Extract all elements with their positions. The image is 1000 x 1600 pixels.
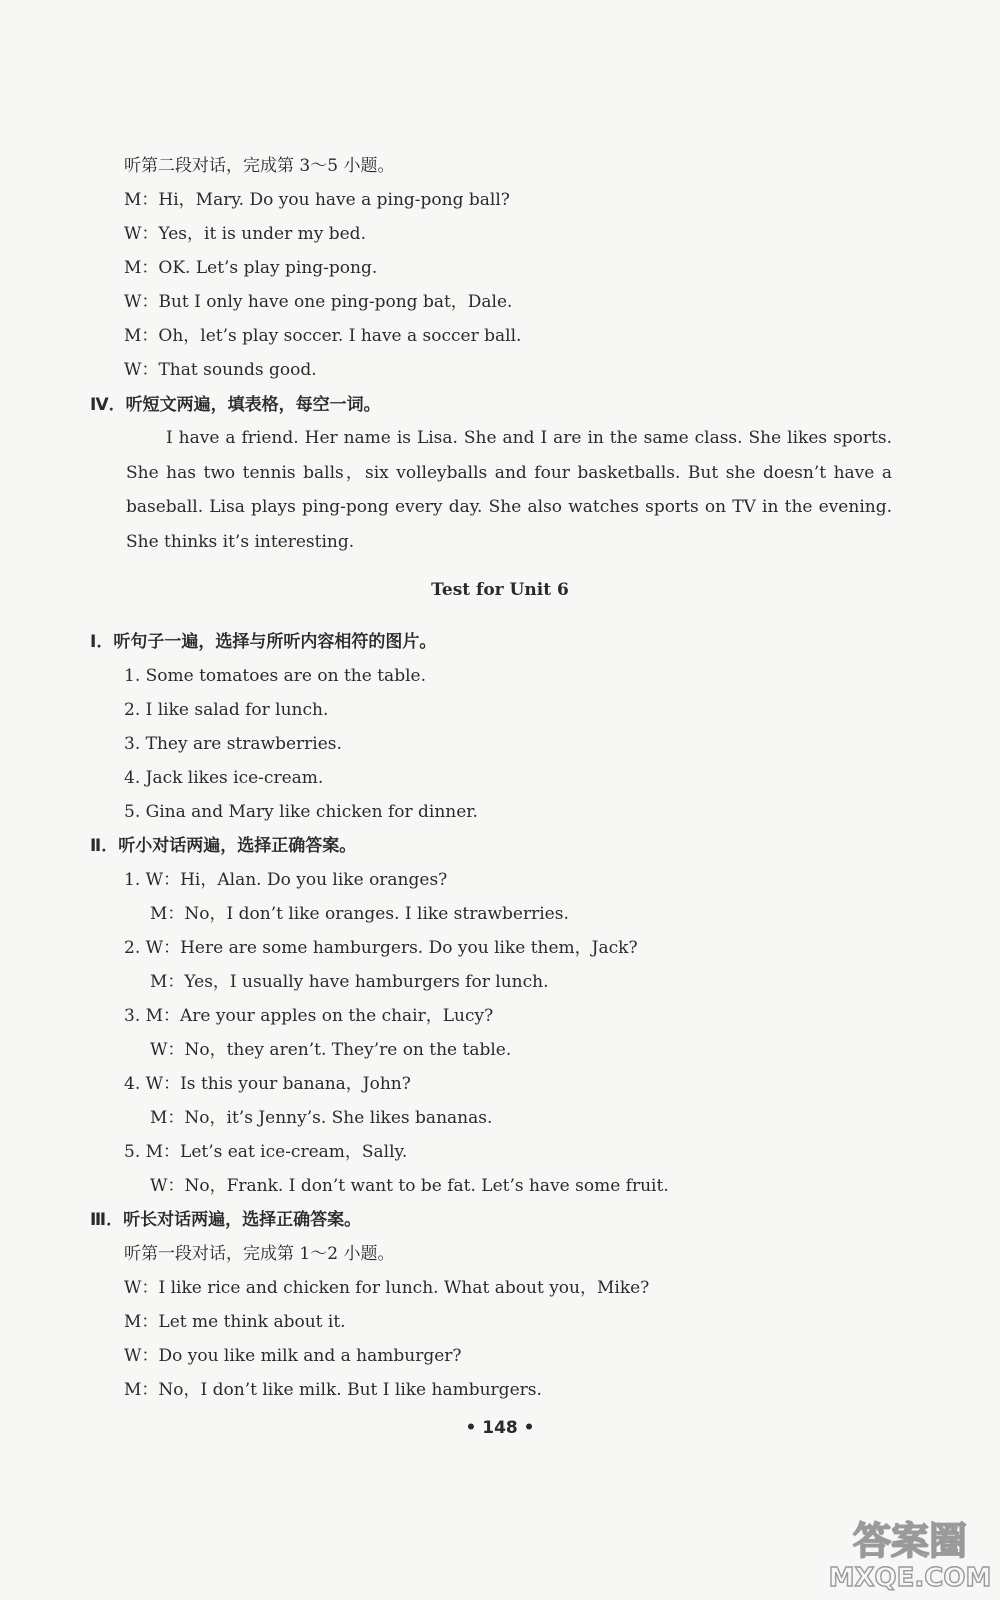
- answer-line: M：No，I don’t like oranges. I like strawberries.: [150, 904, 569, 924]
- watermark-logo: [830, 1510, 990, 1592]
- list-item: 4. Jack likes ice-cream.: [124, 768, 324, 788]
- dialogue-line: W：That sounds good.: [124, 360, 317, 380]
- list-item: 3. They are strawberries.: [124, 734, 342, 754]
- dialogue-line: W：I like rice and chicken for lunch. What about you，Mike?: [124, 1278, 650, 1298]
- question-line: 5. M：Let’s eat ice-cream，Sally.: [124, 1142, 408, 1162]
- section-iv-heading: Ⅳ．听短文两遍，填表格，每空一词。: [90, 395, 381, 415]
- section-iv-passage: I have a friend. Her name is Lisa. She and I are in the same class. She likes sports. She has two tennis balls，six volleyballs and four basketballs. But she doesn’t have a baseball. Lisa plays ping-pong every day. She also watches sports on TV in the evening. She thinks it’s interesting.: [126, 428, 892, 552]
- question-line: 4. W：Is this your banana，John?: [124, 1074, 411, 1094]
- dialogue-line: M：No，I don’t like milk. But I like hamburgers.: [124, 1380, 542, 1400]
- list-item: 5. Gina and Mary like chicken for dinner.: [124, 802, 478, 822]
- answer-line: M：Yes，I usually have hamburgers for lunch.: [150, 972, 549, 992]
- question-line: 3. M：Are your apples on the chair，Lucy?: [124, 1006, 494, 1026]
- question-line: 2. W：Here are some hamburgers. Do you like them，Jack?: [124, 938, 638, 958]
- dialogue-intro: 听第一段对话，完成第 1～2 小题。: [124, 1244, 395, 1264]
- dialogue-line: M：Hi，Mary. Do you have a ping-pong ball?: [124, 190, 510, 210]
- dialogue-line: M：Let me think about it.: [124, 1312, 346, 1332]
- question-line: 1. W：Hi，Alan. Do you like oranges?: [124, 870, 448, 890]
- answer-line: W：No，Frank. I don’t want to be fat. Let’s have some fruit.: [150, 1176, 669, 1196]
- dialogue-line: W：Do you like milk and a hamburger?: [124, 1346, 462, 1366]
- watermark-bottom-text: MXQE.COM: [830, 1563, 990, 1592]
- dialogue-line: M：Oh，let’s play soccer. I have a soccer ball.: [124, 326, 522, 346]
- dialogue-line: W：But I only have one ping-pong bat，Dale.: [124, 292, 513, 312]
- section-i-heading: Ⅰ．听句子一遍，选择与所听内容相符的图片。: [90, 632, 437, 652]
- list-item: 1. Some tomatoes are on the table.: [124, 666, 426, 686]
- test-title: Test for Unit 6: [431, 580, 569, 600]
- answer-line: W：No，they aren’t. They’re on the table.: [150, 1040, 512, 1060]
- section-ii-heading: Ⅱ．听小对话两遍，选择正确答案。: [90, 836, 357, 856]
- page-number: • 148 •: [465, 1418, 535, 1438]
- section-iii-heading: Ⅲ．听长对话两遍，选择正确答案。: [90, 1210, 362, 1230]
- dialogue-line: M：OK. Let’s play ping-pong.: [124, 258, 378, 278]
- list-item: 2. I like salad for lunch.: [124, 700, 329, 720]
- dialogue-intro: 听第二段对话，完成第 3～5 小题。: [124, 156, 395, 176]
- answer-line: M：No，it’s Jenny’s. She likes bananas.: [150, 1108, 493, 1128]
- watermark-icon: [830, 1510, 990, 1592]
- watermark-top-text: 答案圈: [852, 1519, 968, 1563]
- dialogue-line: W：Yes，it is under my bed.: [124, 224, 366, 244]
